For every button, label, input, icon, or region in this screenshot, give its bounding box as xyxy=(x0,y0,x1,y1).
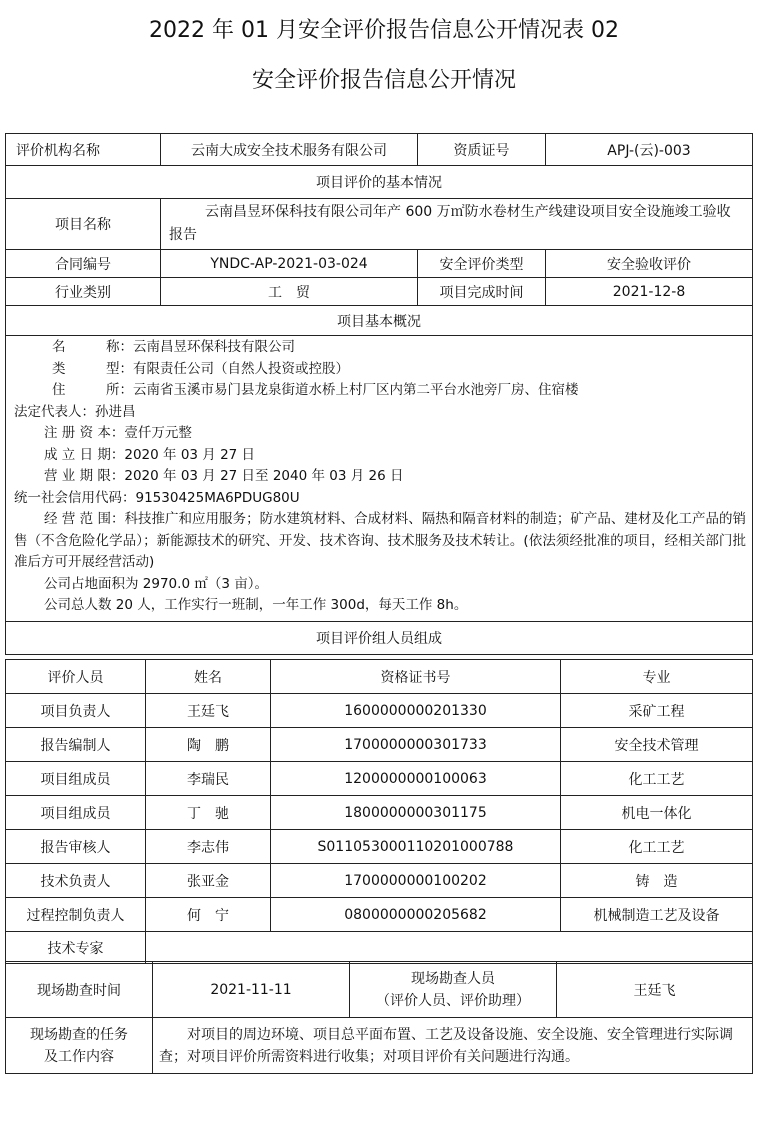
section-basic-heading: 项目评价的基本情况 xyxy=(6,166,753,199)
survey-time-label: 现场勘查时间 xyxy=(6,962,153,1018)
team-major: 采矿工程 xyxy=(561,694,753,728)
overview-type-value: 有限责任公司（自然人投资或控股） xyxy=(133,360,349,377)
project-info-block xyxy=(5,133,752,655)
table-row xyxy=(6,932,753,964)
team-name: 陶 鹏 xyxy=(146,728,271,762)
team-major: 化工工艺 xyxy=(561,762,753,796)
industry-label: 行业类别 xyxy=(6,278,161,306)
table-row xyxy=(6,762,753,796)
document-title: 2022 年 01 月安全评价报告信息公开情况表 02 xyxy=(149,18,619,43)
survey-task-label xyxy=(6,1018,153,1074)
team-name: 何 宁 xyxy=(146,898,271,932)
org-label: 评价机构名称 xyxy=(6,134,161,166)
team-header-cert: 资格证书号 xyxy=(271,660,561,694)
team-header-role: 评价人员 xyxy=(6,660,146,694)
team-major: 安全技术管理 xyxy=(561,728,753,762)
survey-task-value: 对项目的周边环境、项目总平面布置、工艺及设备设施、安全设施、安全管理进行实际调查；对项目评价所需资料进行收集；对项目评价有关问题进行沟通。 xyxy=(153,1018,753,1074)
overview-legal-rep: 法定代表人：孙进昌 xyxy=(14,403,136,420)
table-row xyxy=(6,728,753,762)
finish-time-label: 项目完成时间 xyxy=(418,278,546,306)
team-name: 丁 驰 xyxy=(146,796,271,830)
section-overview-heading: 项目基本概况 xyxy=(6,306,753,336)
cert-label: 资质证号 xyxy=(418,134,546,166)
document-subtitle: 安全评价报告信息公开情况 xyxy=(251,68,516,93)
team-cert: 1800000000301175 xyxy=(271,796,561,830)
team-cert: 1600000000201330 xyxy=(271,694,561,728)
team-name: 李瑞民 xyxy=(146,762,271,796)
team-role: 过程控制负责人 xyxy=(6,898,146,932)
overview-content xyxy=(6,336,753,622)
overview-term: 营 业 期 限：2020 年 03 月 27 日至 2040 年 03 月 26 日 xyxy=(44,468,404,484)
team-name: 张亚金 xyxy=(146,864,271,898)
overview-area: 公司占地面积为 2970.0 ㎡（3 亩）。 xyxy=(44,575,268,592)
overview-capital: 注 册 资 本：壹仟万元整 xyxy=(44,425,192,441)
overview-credit-code: 统一社会信用代码：91530425MA6PDUG80U xyxy=(14,489,300,506)
team-name: 李志伟 xyxy=(146,830,271,864)
overview-type-key: 类 型： xyxy=(52,360,133,377)
table-row xyxy=(6,830,753,864)
team-role: 报告审核人 xyxy=(6,830,146,864)
overview-name-value: 云南昌昱环保科技有限公司 xyxy=(133,339,295,355)
team-cert: 1200000000100063 xyxy=(271,762,561,796)
team-header-name: 姓名 xyxy=(146,660,271,694)
contract-value: YNDC-AP-2021-03-024 xyxy=(161,250,418,278)
team-cert: 0800000000205682 xyxy=(271,898,561,932)
eval-type-value: 安全验收评价 xyxy=(546,250,753,278)
team-role: 项目组成员 xyxy=(6,796,146,830)
survey-block xyxy=(5,961,752,1074)
overview-address-value: 云南省玉溪市易门县龙泉街道水桥上村厂区内第二平台水池旁厂房、住宿楼 xyxy=(133,382,579,398)
team-cert: 1700000000301733 xyxy=(271,728,561,762)
team-name: 王廷飞 xyxy=(146,694,271,728)
team-role: 项目负责人 xyxy=(6,694,146,728)
survey-person-label-line2: （评价人员、评价助理） xyxy=(376,992,530,1009)
team-major: 机械制造工艺及设备 xyxy=(561,898,753,932)
overview-name-key: 名 称： xyxy=(52,339,133,355)
team-major: 化工工艺 xyxy=(561,830,753,864)
survey-person-label-line1: 现场勘查人员 xyxy=(411,970,495,987)
industry-value: 工 贸 xyxy=(161,278,418,306)
team-role: 项目组成员 xyxy=(6,762,146,796)
survey-person-value: 王廷飞 xyxy=(557,962,753,1018)
overview-address-key: 住 所： xyxy=(52,382,133,398)
table-row xyxy=(6,796,753,830)
survey-person-label xyxy=(350,962,557,1018)
survey-task-label-line1: 现场勘查的任务 xyxy=(30,1026,128,1043)
overview-staff: 公司总人数 20 人，工作实行一班制，一年工作 300d，每天工作 8h。 xyxy=(44,597,468,613)
overview-founded: 成 立 日 期：2020 年 03 月 27 日 xyxy=(44,446,256,463)
overview-scope: 经 营 范 围：科技推广和应用服务；防水建筑材料、合成材料、隔热和隔音材料的制造；矿产品、建材及化工产品的销售（不含危险化学品）；新能源技术的研究、开发、技术咨询、技术服务及技术转让。(依法须经批准的项目，经相关部门批准后方可开展经营活动) xyxy=(14,511,746,570)
team-role: 技术负责人 xyxy=(6,864,146,898)
table-row xyxy=(6,694,753,728)
team-block xyxy=(5,659,752,964)
expert-label: 技术专家 xyxy=(6,932,146,964)
org-value: 云南大成安全技术服务有限公司 xyxy=(161,134,418,166)
team-header-major: 专业 xyxy=(561,660,753,694)
contract-label: 合同编号 xyxy=(6,250,161,278)
eval-type-label: 安全评价类型 xyxy=(418,250,546,278)
survey-time-value: 2021-11-11 xyxy=(153,962,350,1018)
project-name-label: 项目名称 xyxy=(6,199,161,250)
team-major: 机电一体化 xyxy=(561,796,753,830)
team-cert: S011053000110201000788 xyxy=(271,830,561,864)
cert-value: APJ-(云)-003 xyxy=(546,134,753,166)
team-header-row xyxy=(6,660,753,694)
table-row xyxy=(6,898,753,932)
team-role: 报告编制人 xyxy=(6,728,146,762)
expert-value xyxy=(146,932,753,964)
finish-time-value: 2021-12-8 xyxy=(546,278,753,306)
survey-task-label-line2: 及工作内容 xyxy=(44,1048,114,1065)
team-major: 铸 造 xyxy=(561,864,753,898)
table-row xyxy=(6,864,753,898)
section-team-heading: 项目评价组人员组成 xyxy=(6,622,753,655)
project-name-value: 云南昌昱环保科技有限公司年产 600 万㎡防水卷材生产线建设项目安全设施竣工验收报告 xyxy=(161,199,753,250)
team-cert: 1700000000100202 xyxy=(271,864,561,898)
